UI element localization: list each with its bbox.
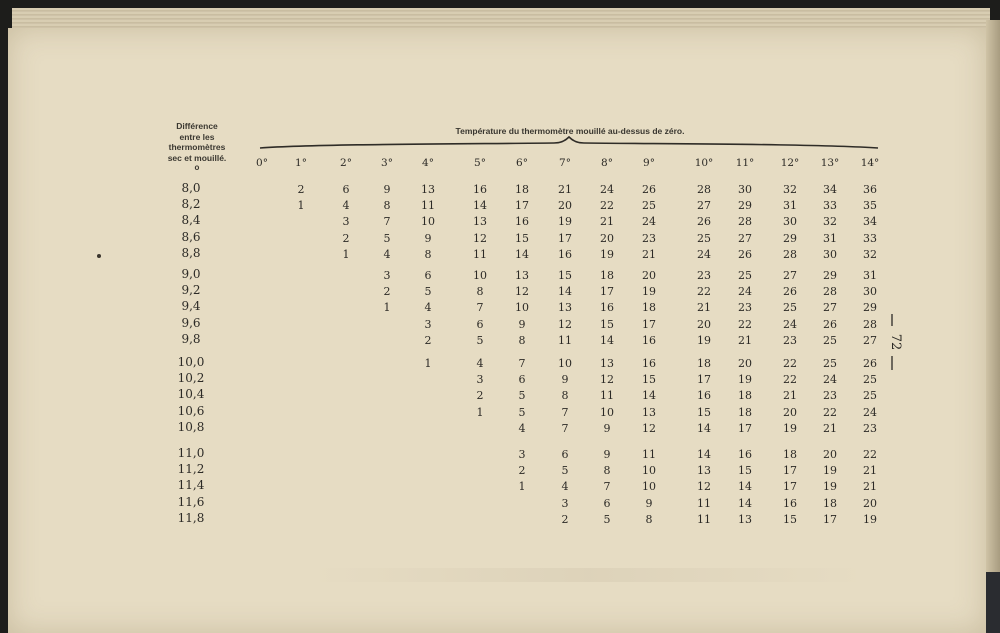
table-cell: 22 <box>783 357 797 370</box>
table-cell: 14 <box>473 199 487 213</box>
table-cell: 6 <box>518 373 526 387</box>
table-cell: 18 <box>738 389 752 403</box>
table-cell: 17 <box>783 480 797 494</box>
table-cell: 36 <box>863 183 877 196</box>
table-cell: 23 <box>642 231 656 245</box>
table-cell: 20 <box>738 357 752 370</box>
table-cell: 3 <box>383 269 391 282</box>
column-header: 8° <box>601 157 613 169</box>
table-cell: 20 <box>863 496 877 510</box>
table-cell: 14 <box>697 421 711 435</box>
table-cell: 28 <box>863 317 877 331</box>
table-cell: 26 <box>697 215 711 229</box>
table-cell: 16 <box>738 448 752 461</box>
table-cell: 14 <box>558 285 572 299</box>
table-cell: 4 <box>476 357 484 370</box>
table-cell: 25 <box>823 357 837 370</box>
table-cell: 10 <box>515 301 529 315</box>
row-header-line: Différence <box>176 121 218 131</box>
table-cell: 25 <box>783 301 797 315</box>
table-cell: 11 <box>421 199 435 213</box>
table-cell: 9 <box>603 448 611 461</box>
table-cell: 15 <box>783 512 797 526</box>
table-cell: 3 <box>518 448 526 461</box>
table-cell: 23 <box>783 333 797 347</box>
table-cell: 23 <box>823 389 837 403</box>
table-cell: 5 <box>424 285 432 299</box>
table-cell: 13 <box>421 183 435 196</box>
table-cell: 31 <box>783 199 797 213</box>
table-cell: 26 <box>642 183 656 196</box>
table-cell: 11 <box>473 247 487 261</box>
column-header: 10° <box>694 157 714 169</box>
table-cell: 33 <box>823 199 837 213</box>
table-cell: 20 <box>697 317 711 331</box>
table-cell: 31 <box>823 231 837 245</box>
column-header: 4° <box>422 157 434 169</box>
table-cell: 24 <box>642 215 656 229</box>
table-cell: 19 <box>738 373 752 387</box>
table-cell: 34 <box>863 215 877 229</box>
table-cell: 27 <box>823 301 837 315</box>
table-cell: 30 <box>863 285 877 299</box>
table-cell: 15 <box>558 269 572 282</box>
table-cell: 18 <box>642 301 656 315</box>
table-cell: 9 <box>424 231 432 245</box>
row-label: 11,6 <box>177 494 205 509</box>
table-cell: 14 <box>600 333 614 347</box>
column-header: 7° <box>559 157 571 169</box>
row-label: 8,8 <box>181 245 201 260</box>
table-cell: 32 <box>863 247 877 261</box>
row-label: 10,0 <box>177 355 205 369</box>
table-cell: 32 <box>823 215 837 229</box>
table-cell: 22 <box>863 448 877 461</box>
table-cell: 27 <box>783 269 797 282</box>
table-cell: 11 <box>558 333 572 347</box>
table-cell: 11 <box>642 448 656 461</box>
table-cell: 18 <box>515 183 529 196</box>
table-cell: 28 <box>697 183 711 196</box>
table-cell: 7 <box>383 215 391 229</box>
table-cell: 12 <box>642 421 656 435</box>
table-cell: 18 <box>823 496 837 510</box>
column-header: 11° <box>735 157 755 169</box>
table-cell: 26 <box>823 317 837 331</box>
table-cell: 21 <box>697 301 711 315</box>
column-header: 5° <box>474 157 486 169</box>
table-cell: 16 <box>600 301 614 315</box>
row-label: 9,8 <box>181 331 201 346</box>
table-cell: 15 <box>600 317 614 331</box>
table-cell: 9 <box>603 421 611 435</box>
table-cell: 23 <box>863 421 877 435</box>
table-cell: 9 <box>561 373 569 387</box>
table-cell: 28 <box>823 285 837 299</box>
table-cell: 5 <box>561 464 569 478</box>
table-cell: 17 <box>600 285 614 299</box>
table-cell: 6 <box>561 448 569 461</box>
table-cell: 9 <box>518 317 526 331</box>
table-cell: 35 <box>863 199 877 213</box>
table-cell: 16 <box>515 215 529 229</box>
table-cell: 16 <box>558 247 572 261</box>
page-number <box>876 312 906 372</box>
table-cell: 25 <box>863 389 877 403</box>
table-cell: 24 <box>600 183 614 196</box>
table-cell: 19 <box>558 215 572 229</box>
table-cell: 2 <box>383 285 391 299</box>
row-header-unit: o <box>194 163 200 172</box>
row-header <box>166 121 228 174</box>
table-cell: 8 <box>383 199 391 213</box>
table-cell: 10 <box>642 464 656 478</box>
table-cell: 29 <box>823 269 837 282</box>
table-cell: 24 <box>783 317 797 331</box>
table-cell: 8 <box>603 464 611 478</box>
table-cell: 18 <box>697 357 711 370</box>
table-cell: 7 <box>603 480 611 494</box>
table-cell: 22 <box>783 373 797 387</box>
table-cell: 18 <box>783 448 797 461</box>
table-cell: 17 <box>642 317 656 331</box>
column-header: 13° <box>820 157 840 169</box>
table-cell: 6 <box>476 317 484 331</box>
table-cell: 34 <box>823 183 837 196</box>
table-cell: 1 <box>383 301 391 315</box>
row-label: 11,2 <box>177 462 205 477</box>
table-cell: 20 <box>642 269 656 282</box>
svg-text:72: 72 <box>888 333 903 351</box>
table-cell: 17 <box>697 373 711 387</box>
table-cell: 17 <box>558 231 572 245</box>
table-cell: 8 <box>645 512 653 526</box>
table-cell: 13 <box>558 301 572 315</box>
table-cell: 1 <box>424 357 432 370</box>
table-cell: 4 <box>342 199 350 213</box>
table-cell: 27 <box>697 199 711 213</box>
table-cell: 13 <box>642 405 656 419</box>
table-cell: 23 <box>738 301 752 315</box>
table-cell: 2 <box>476 389 484 403</box>
column-header: 0° <box>256 157 268 169</box>
table-cell: 13 <box>473 215 487 229</box>
table-cell: 13 <box>515 269 529 282</box>
table-cell: 21 <box>823 421 837 435</box>
table-cell: 1 <box>297 199 305 213</box>
table-cell: 5 <box>476 333 484 347</box>
table-cell: 14 <box>515 247 529 261</box>
table-cell: 22 <box>823 405 837 419</box>
table-cell: 20 <box>823 448 837 461</box>
table-cell: 19 <box>783 421 797 435</box>
row-label: 8,6 <box>181 229 201 244</box>
table-cell: 6 <box>603 496 611 510</box>
table-cell: 9 <box>383 183 391 196</box>
table-cell: 29 <box>738 199 752 213</box>
table-cell: 10 <box>421 215 435 229</box>
table-cell: 1 <box>518 480 526 494</box>
table-cell: 11 <box>697 512 711 526</box>
column-header: 2° <box>340 157 352 169</box>
table-cell: 24 <box>697 247 711 261</box>
row-header-line: thermomètres <box>168 142 226 152</box>
table-cell: 16 <box>783 496 797 510</box>
table-cell: 3 <box>342 215 350 229</box>
header-brace <box>258 136 880 158</box>
table-cell: 10 <box>642 480 656 494</box>
column-header: 6° <box>516 157 528 169</box>
table-cell: 23 <box>697 269 711 282</box>
table-cell: 8 <box>561 389 569 403</box>
table-cell: 33 <box>863 231 877 245</box>
table-cell: 24 <box>738 285 752 299</box>
table-cell: 6 <box>424 269 432 282</box>
column-header: 3° <box>381 157 393 169</box>
row-header-line: entre les <box>179 131 215 142</box>
table-cell: 2 <box>561 512 569 526</box>
table-cell: 19 <box>697 333 711 347</box>
table-cell: 29 <box>783 231 797 245</box>
table-cell: 20 <box>558 199 572 213</box>
table-cell: 30 <box>783 215 797 229</box>
row-label: 9,0 <box>181 267 201 281</box>
table-cell: 21 <box>642 247 656 261</box>
table-cell: 25 <box>863 373 877 387</box>
table-cell: 15 <box>642 373 656 387</box>
table-cell: 3 <box>476 373 484 387</box>
table-cell: 2 <box>424 333 432 347</box>
table-cell: 27 <box>863 333 877 347</box>
table-cell: 16 <box>473 183 487 196</box>
table-cell: 18 <box>738 405 752 419</box>
table-cell: 22 <box>697 285 711 299</box>
table-cell: 5 <box>518 405 526 419</box>
table-cell: 9 <box>645 496 653 510</box>
table-cell: 13 <box>600 357 614 370</box>
table-cell: 10 <box>473 269 487 282</box>
row-label: 10,4 <box>177 387 205 402</box>
table-cell: 11 <box>600 389 614 403</box>
table-cell: 20 <box>783 405 797 419</box>
table-cell: 26 <box>738 247 752 261</box>
table-cell: 30 <box>738 183 752 196</box>
table-cell: 16 <box>697 389 711 403</box>
table-cell: 4 <box>383 247 391 261</box>
column-header: 9° <box>643 157 655 169</box>
table-cell: 3 <box>424 317 432 331</box>
table-cell: 8 <box>518 333 526 347</box>
table-cell: 8 <box>476 285 484 299</box>
table-cell: 15 <box>515 231 529 245</box>
table-cell: 14 <box>642 389 656 403</box>
table-cell: 4 <box>518 421 526 435</box>
row-label: 8,4 <box>181 213 201 228</box>
table-cell: 19 <box>600 247 614 261</box>
table-cell: 11 <box>697 496 711 510</box>
table-cell: 31 <box>863 269 877 282</box>
table-cell: 12 <box>697 480 711 494</box>
table-cell: 5 <box>383 231 391 245</box>
row-label: 10,8 <box>177 419 205 434</box>
table-cell: 26 <box>783 285 797 299</box>
table-cell: 30 <box>823 247 837 261</box>
table-cell: 8 <box>424 247 432 261</box>
table-cell: 24 <box>823 373 837 387</box>
table-cell: 21 <box>783 389 797 403</box>
table-cell: 22 <box>600 199 614 213</box>
row-header-line: sec et mouillé. <box>167 152 227 163</box>
table-cell: 15 <box>738 464 752 478</box>
table-cell: 7 <box>476 301 484 315</box>
table-cell: 25 <box>697 231 711 245</box>
row-label: 9,6 <box>181 315 201 330</box>
row-label: 8,2 <box>181 197 201 212</box>
table-cell: 21 <box>738 333 752 347</box>
table-cell: 10 <box>600 405 614 419</box>
table-cell: 2 <box>297 183 305 196</box>
column-group-title: Température du thermomètre mouillé au-dessus de zéro. <box>455 126 685 136</box>
table-cell: 13 <box>738 512 752 526</box>
row-label: 11,8 <box>177 510 205 525</box>
table-cell: 21 <box>558 183 572 196</box>
table-cell: 7 <box>561 405 569 419</box>
table-cell: 21 <box>600 215 614 229</box>
table-cell: 16 <box>642 357 656 370</box>
column-header: 14° <box>860 157 880 169</box>
table-cell: 25 <box>738 269 752 282</box>
table-cell: 24 <box>863 405 877 419</box>
table-cell: 27 <box>738 231 752 245</box>
table-cell: 19 <box>642 285 656 299</box>
table-cell: 21 <box>863 464 877 478</box>
table-cell: 14 <box>738 496 752 510</box>
column-header: 12° <box>780 157 800 169</box>
table-cell: 28 <box>738 215 752 229</box>
table-cell: 7 <box>518 357 526 370</box>
table-cell: 25 <box>823 333 837 347</box>
table-cell: 5 <box>603 512 611 526</box>
table-cell: 12 <box>600 373 614 387</box>
table-cell: 10 <box>558 357 572 370</box>
table-cell: 7 <box>561 421 569 435</box>
table-cell: 19 <box>823 464 837 478</box>
table-cell: 17 <box>515 199 529 213</box>
table-cell: 26 <box>863 357 877 370</box>
table-cell: 28 <box>783 247 797 261</box>
table-cell: 17 <box>823 512 837 526</box>
table-cell: 13 <box>697 464 711 478</box>
row-label: 11,0 <box>177 446 205 460</box>
column-header: 1° <box>295 157 307 169</box>
row-label: 10,2 <box>177 371 205 386</box>
table-cell: 15 <box>697 405 711 419</box>
row-label: 9,2 <box>181 283 201 298</box>
table-cell: 32 <box>783 183 797 196</box>
table-cell: 5 <box>518 389 526 403</box>
table-cell: 4 <box>424 301 432 315</box>
table-cell: 1 <box>342 247 350 261</box>
table-cell: 12 <box>558 317 572 331</box>
table-cell: 20 <box>600 231 614 245</box>
table-cell: 16 <box>642 333 656 347</box>
table-cell: 1 <box>476 405 484 419</box>
table-cell: 19 <box>863 512 877 526</box>
table-cell: 2 <box>518 464 526 478</box>
table-cell: 14 <box>738 480 752 494</box>
row-label: 10,6 <box>177 403 205 418</box>
table-cell: 12 <box>515 285 529 299</box>
table-cell: 3 <box>561 496 569 510</box>
table-cell: 21 <box>863 480 877 494</box>
table-cell: 12 <box>473 231 487 245</box>
table-cell: 17 <box>738 421 752 435</box>
row-label: 8,0 <box>181 181 201 195</box>
table-cell: 22 <box>738 317 752 331</box>
table-cell: 19 <box>823 480 837 494</box>
table-cell: 14 <box>697 448 711 461</box>
table-cell: 4 <box>561 480 569 494</box>
table-cell: 18 <box>600 269 614 282</box>
row-label: 9,4 <box>181 299 201 314</box>
table-cell: 6 <box>342 183 350 196</box>
table-cell: 25 <box>642 199 656 213</box>
table-cell: 17 <box>783 464 797 478</box>
row-label: 11,4 <box>177 478 205 493</box>
table-cell: 29 <box>863 301 877 315</box>
table-cell: 2 <box>342 231 350 245</box>
